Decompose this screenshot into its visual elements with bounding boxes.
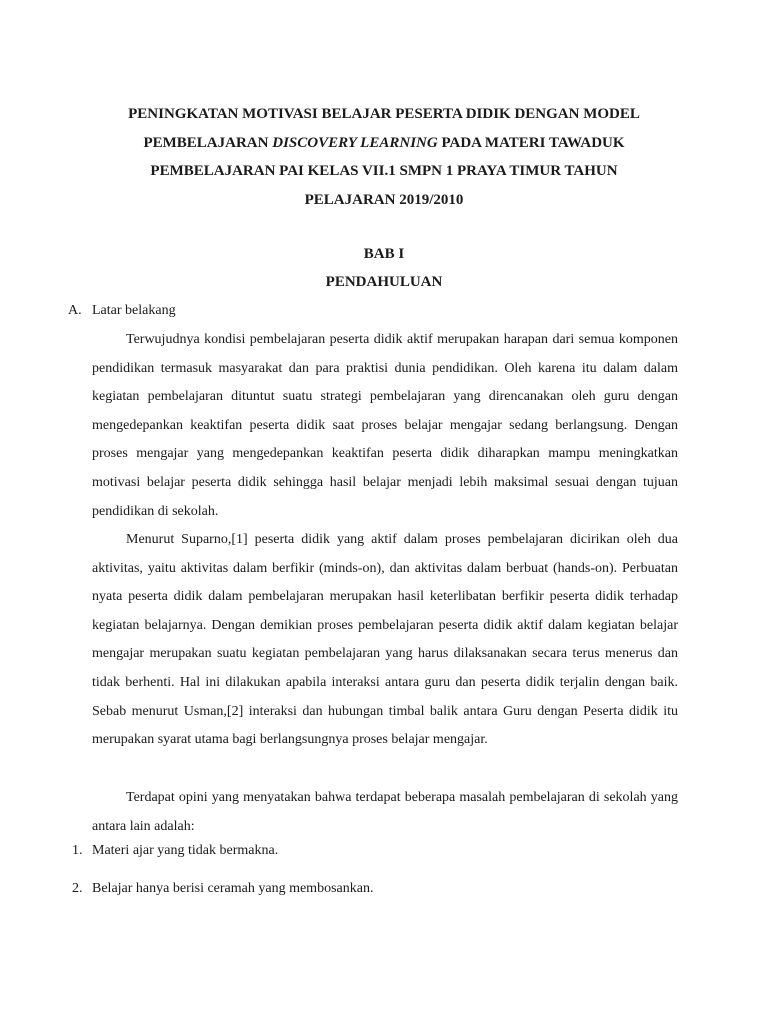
list-item	[72, 881, 373, 897]
section-marker: A.	[68, 303, 82, 318]
paragraph-3: Terdapat opini yang menyatakan bahwa terdapat beberapa masalah pembelajaran di sekolah yang antara lain adalah:	[92, 790, 678, 834]
title-line-2	[60, 129, 708, 158]
title-line-4: PELAJARAN 2019/2010	[304, 191, 464, 208]
list-item-text: Belajar hanya berisi ceramah yang membosankan.	[92, 881, 374, 896]
title-line-2-prefix: PEMBELAJARAN	[143, 134, 273, 151]
list-item	[72, 843, 278, 859]
chapter-number: BAB I	[363, 246, 405, 262]
chapter-title: PENDAHULUAN	[325, 274, 443, 290]
title-line-1: PENINGKATAN MOTIVASI BELAJAR PESERTA DIDIK DENGAN MODEL	[128, 106, 640, 122]
title-italic-term: DISCOVERY LEARNING	[272, 134, 438, 151]
document-title	[60, 100, 708, 214]
title-line-3: PEMBELAJARAN PAI KELAS VII.1 SMPN 1 PRAYA TIMUR TAHUN	[150, 163, 618, 179]
section-heading	[68, 303, 176, 319]
list-item-number: 1.	[72, 843, 83, 858]
list-item-text: Materi ajar yang tidak bermakna.	[92, 843, 279, 858]
paragraph-2: Menurut Suparno,[1] peserta didik yang aktif dalam proses pembelajaran dicirikan oleh dua aktivitas, yaitu aktivitas dalam berfikir (minds-on), dan aktivitas dalam berbuat (hands-on). Perbuatan nyata peserta didik dalam pembelajaran merupakan hasil keterlibatan berfikir peserta didik terhadap kegiatan belajarnya. Dengan demikian proses pembelajaran peserta didik aktif dalam kegiatan belajar mengajar merupakan suatu kegiatan pembelajaran yang harus dilaksanakan secara terus menerus dan tidak berhenti. Hal ini dilakukan apabila interaksi antara guru dan peserta didik terjalin dengan baik. Sebab menurut Usman,[2] interaksi dan hubungan timbal balik antara Guru dengan Peserta didik itu merupakan syarat utama bagi berlangsungnya proses belajar mengajar.	[92, 532, 678, 748]
title-line-2-suffix: PADA MATERI TAWADUK	[437, 134, 625, 151]
section-heading-text: Latar belakang	[92, 303, 176, 318]
paragraph-1: Terwujudnya kondisi pembelajaran peserta didik aktif merupakan harapan dari semua komponen pendidikan termasuk masyarakat dan para praktisi dunia pendidikan. Oleh karena itu dalam dalam kegiatan pembelajaran dituntut suatu strategi pembelajaran yang direncanakan oleh guru dengan mengedepankan keaktifan peserta didik saat proses belajar mengajar sedang berlangsung. Dengan proses mengajar yang mengedepankan keaktifan peserta didik diharapkan mampu meningkatkan motivasi belajar peserta didik sehingga hasil belajar menjadi lebih maksimal sesuai dengan tujuan pendidikan di sekolah.	[92, 332, 678, 519]
list-item-number: 2.	[72, 881, 83, 896]
